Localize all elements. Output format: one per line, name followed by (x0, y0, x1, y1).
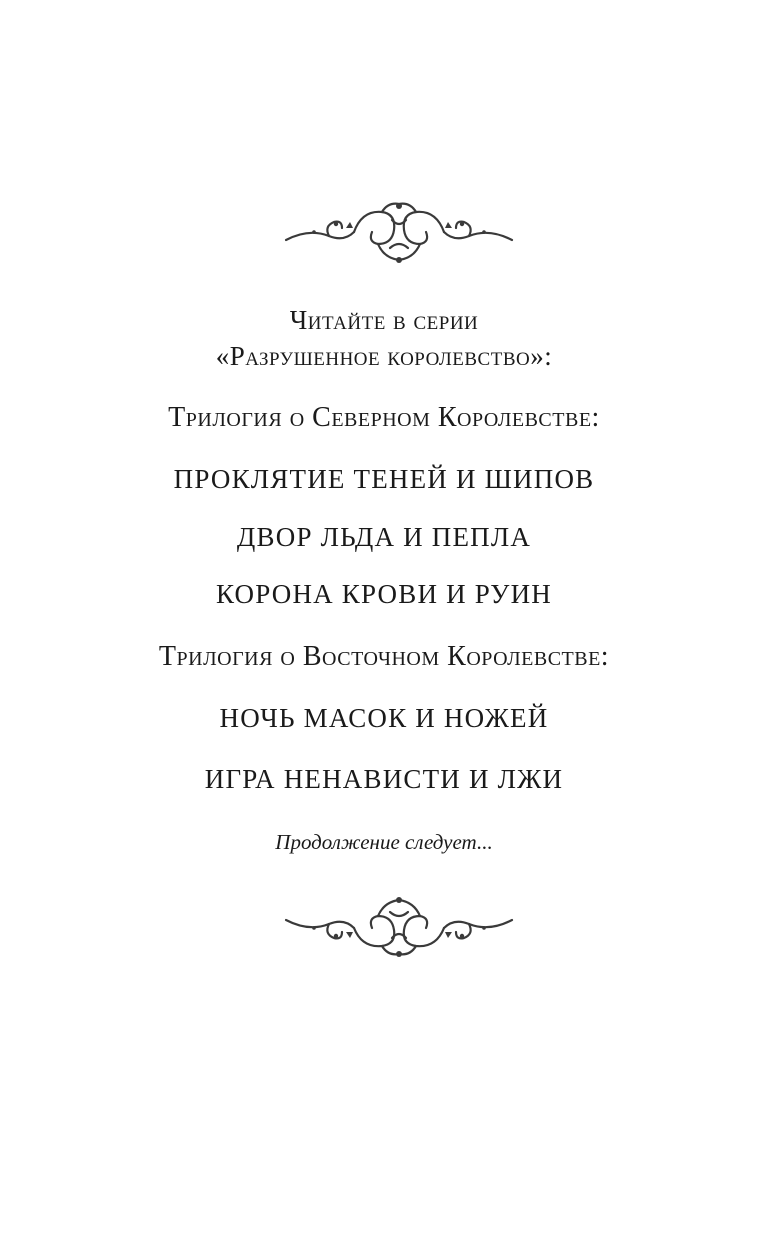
book-title: НОЧЬ МАСОК И НОЖЕЙ (219, 703, 549, 733)
book-title: ПРОКЛЯТИЕ ТЕНЕЙ И ШИПОВ (173, 464, 595, 494)
series-intro-line-1: Читайте в серии (289, 305, 479, 335)
series-intro-line-2: «Разрушенное королевство»: (215, 341, 553, 371)
book-title: КОРОНА КРОВИ И РУИН (215, 579, 553, 609)
continuation-note: Продолжение следует... (275, 830, 493, 854)
trilogy-heading-north: Трилогия о Северном Королевстве: (168, 402, 600, 433)
top-flourish-icon (284, 198, 514, 268)
book-title: ИГРА НЕНАВИСТИ И ЛЖИ (204, 764, 564, 794)
book-title: ДВОР ЛЬДА И ПЕПЛА (236, 522, 532, 552)
trilogy-heading-east: Трилогия о Восточном Королевстве: (158, 641, 610, 672)
bottom-flourish-icon (284, 890, 514, 960)
